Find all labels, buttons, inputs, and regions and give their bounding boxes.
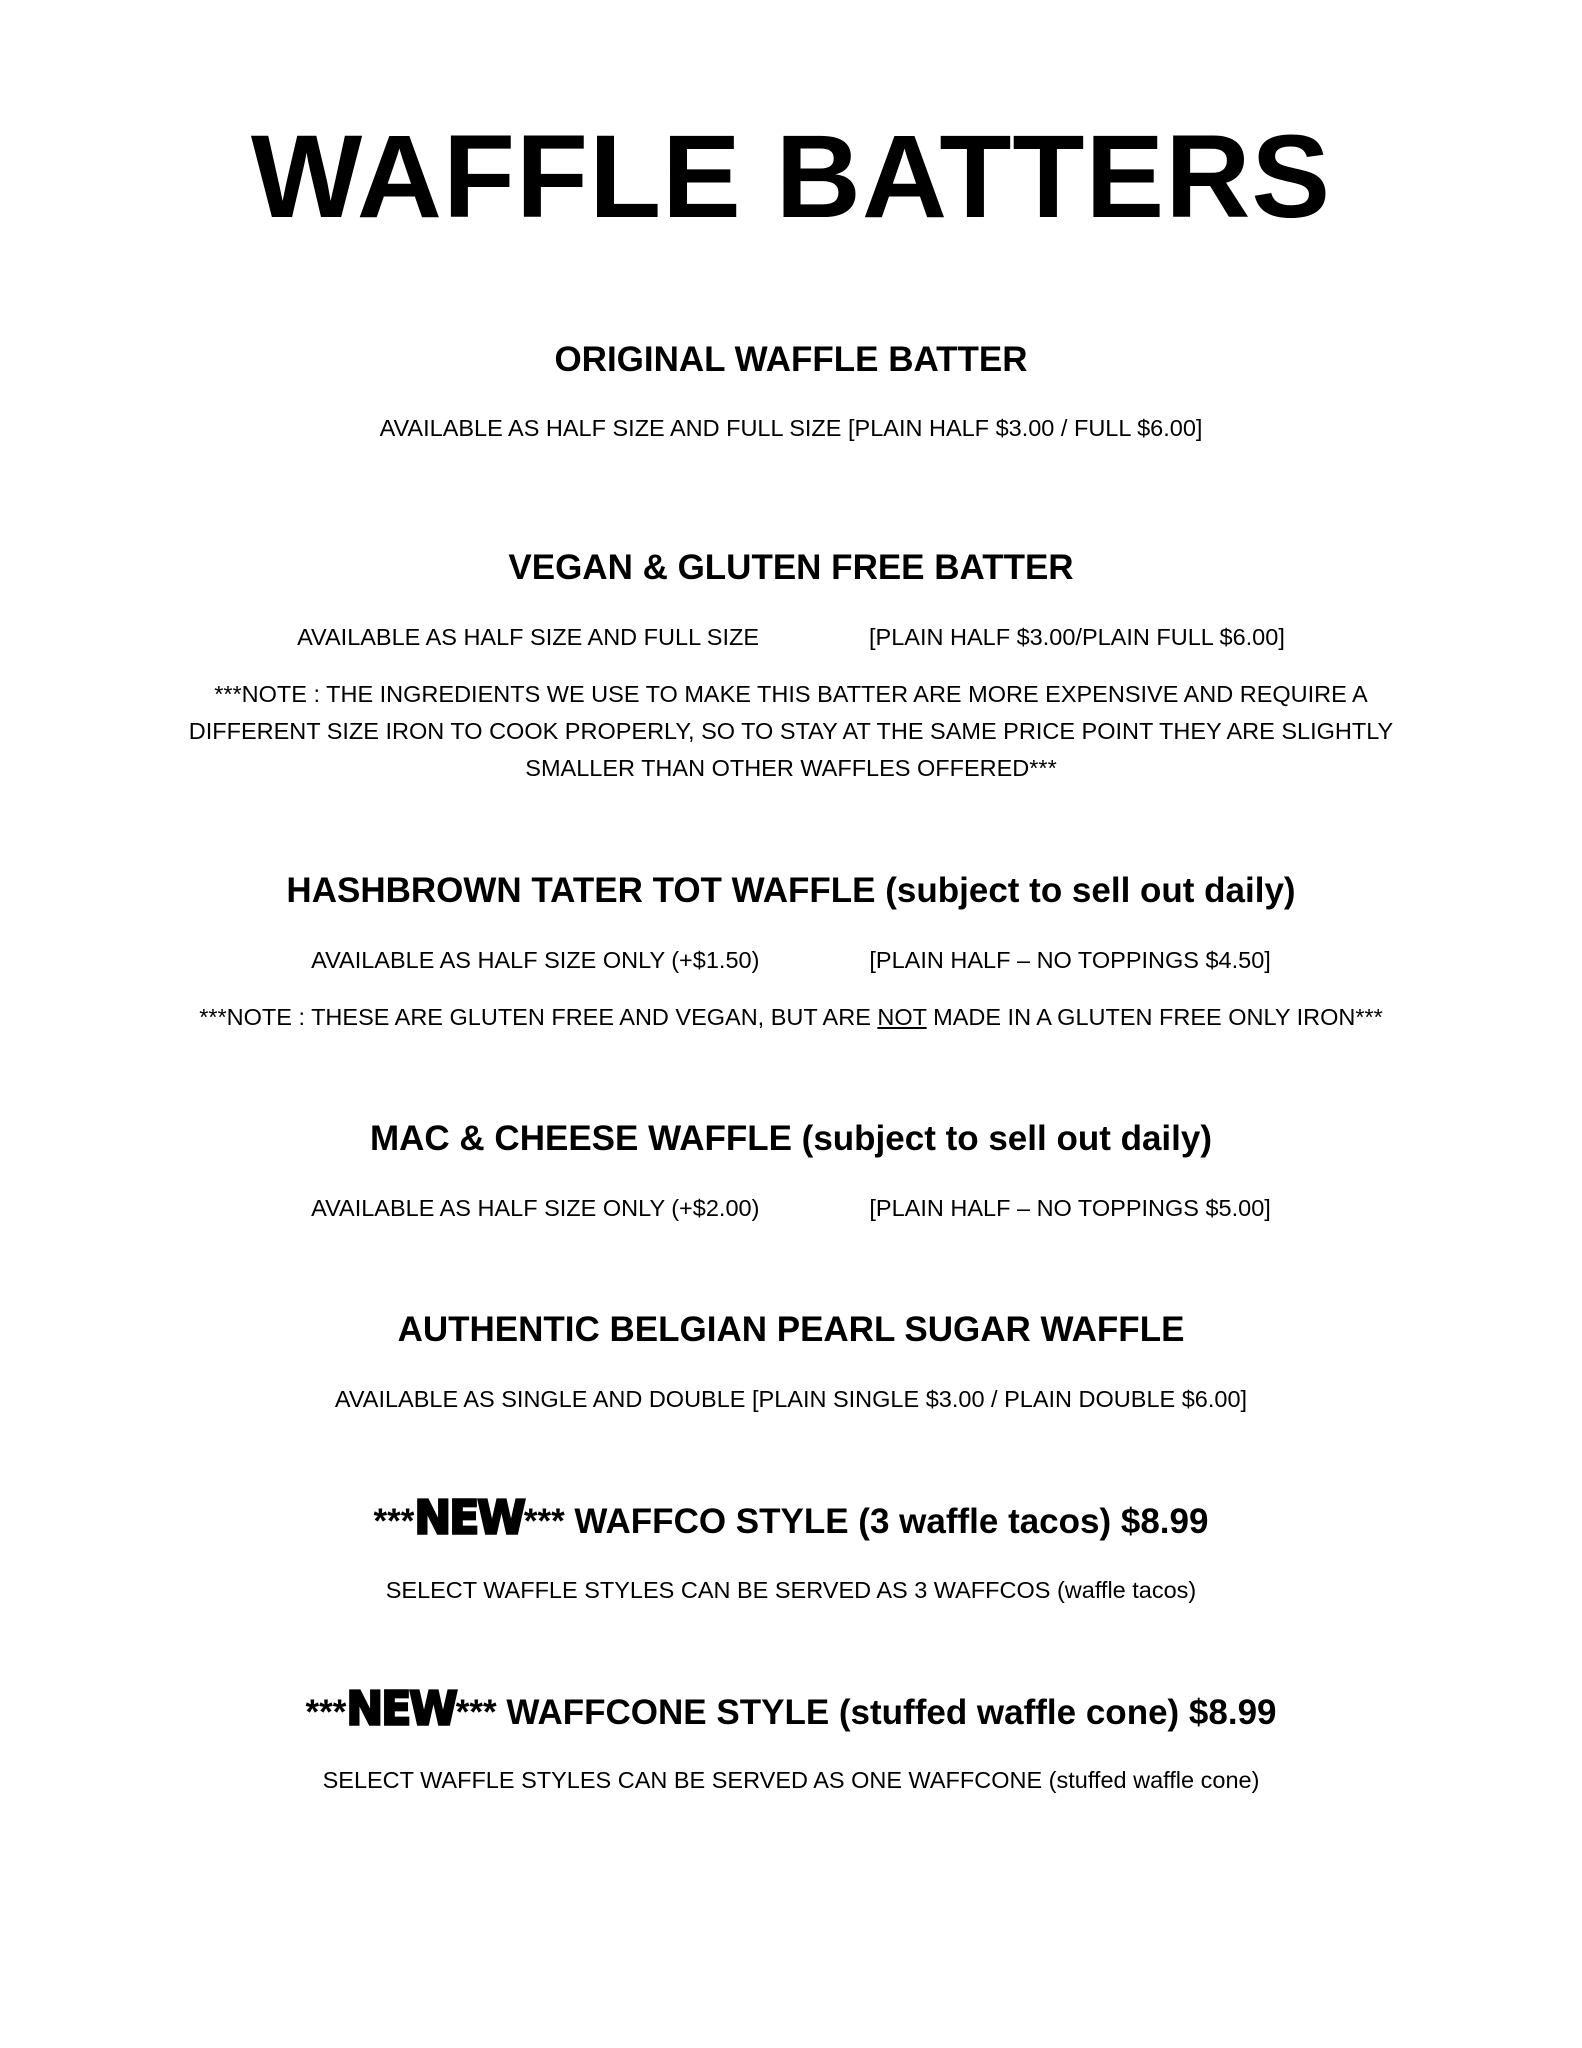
note-line-3: SMALLER THAN OTHER WAFFLES OFFERED*** (525, 755, 1057, 781)
section-availability-original: AVAILABLE AS HALF SIZE AND FULL SIZE [PLAIN HALF $3.00 / FULL $6.00] (379, 415, 1203, 441)
stars-prefix: *** (373, 1502, 415, 1541)
note-hashbrown (0, 1002, 1582, 1032)
section-availability-row-mac-cheese (0, 1193, 1582, 1223)
note-text: ***NOTE : THESE ARE GLUTEN FREE AND VEGAN, BUT ARE (199, 1004, 878, 1030)
availability-text: AVAILABLE AS HALF SIZE ONLY (+$1.50) (311, 947, 760, 973)
new-badge: NEW (414, 1491, 524, 1546)
heading-text: WAFFCO STYLE (3 waffle tacos) $8.99 (564, 1502, 1209, 1541)
section-heading-original: ORIGINAL WAFFLE BATTER (554, 340, 1028, 379)
note-line-1: ***NOTE : THE INGREDIENTS WE USE TO MAKE THIS BATTER ARE MORE EXPENSIVE AND REQUIRE A (214, 681, 1368, 707)
page-title: WAFFLE BATTERS (250, 111, 1332, 243)
price-text: [PLAIN HALF – NO TOPPINGS $5.00] (869, 1195, 1271, 1221)
section-heading-waffco (0, 1491, 1582, 1546)
note-line-2: DIFFERENT SIZE IRON TO COOK PROPERLY, SO TO STAY AT THE SAME PRICE POINT THEY ARE SLIGHTLY (188, 718, 1394, 744)
heading-text: WAFFCONE STYLE (stuffed waffle cone) $8.99 (496, 1693, 1277, 1732)
section-availability-row-vegan (0, 622, 1582, 652)
availability-text: AVAILABLE AS HALF SIZE ONLY (+$2.00) (311, 1195, 760, 1221)
section-heading-vegan: VEGAN & GLUTEN FREE BATTER (508, 548, 1074, 587)
section-availability-waffco: SELECT WAFFLE STYLES CAN BE SERVED AS 3 WAFFCOS (waffle tacos) (385, 1577, 1197, 1603)
section-heading-belgian: AUTHENTIC BELGIAN PEARL SUGAR WAFFLE (397, 1310, 1185, 1349)
section-heading-mac-cheese: MAC & CHEESE WAFFLE (subject to sell out daily) (370, 1119, 1212, 1158)
section-heading-waffcone (0, 1682, 1582, 1737)
note-text-end: MADE IN A GLUTEN FREE ONLY IRON*** (926, 1004, 1383, 1030)
stars-prefix: *** (305, 1693, 347, 1732)
new-badge: NEW (346, 1682, 456, 1737)
availability-text: AVAILABLE AS HALF SIZE AND FULL SIZE (297, 624, 760, 650)
price-text: [PLAIN HALF – NO TOPPINGS $4.50] (869, 947, 1271, 973)
section-availability-row-hashbrown (0, 945, 1582, 975)
price-text: [PLAIN HALF $3.00/PLAIN FULL $6.00] (869, 624, 1285, 650)
section-availability-waffcone: SELECT WAFFLE STYLES CAN BE SERVED AS ONE WAFFCONE (stuffed waffle cone) (322, 1767, 1260, 1793)
section-availability-belgian: AVAILABLE AS SINGLE AND DOUBLE [PLAIN SINGLE $3.00 / PLAIN DOUBLE $6.00] (334, 1386, 1248, 1412)
note-emphasis: NOT (877, 1004, 927, 1030)
stars-suffix: *** (455, 1693, 497, 1732)
section-heading-hashbrown: HASHBROWN TATER TOT WAFFLE (subject to sell out daily) (286, 871, 1296, 910)
stars-suffix: *** (523, 1502, 565, 1541)
